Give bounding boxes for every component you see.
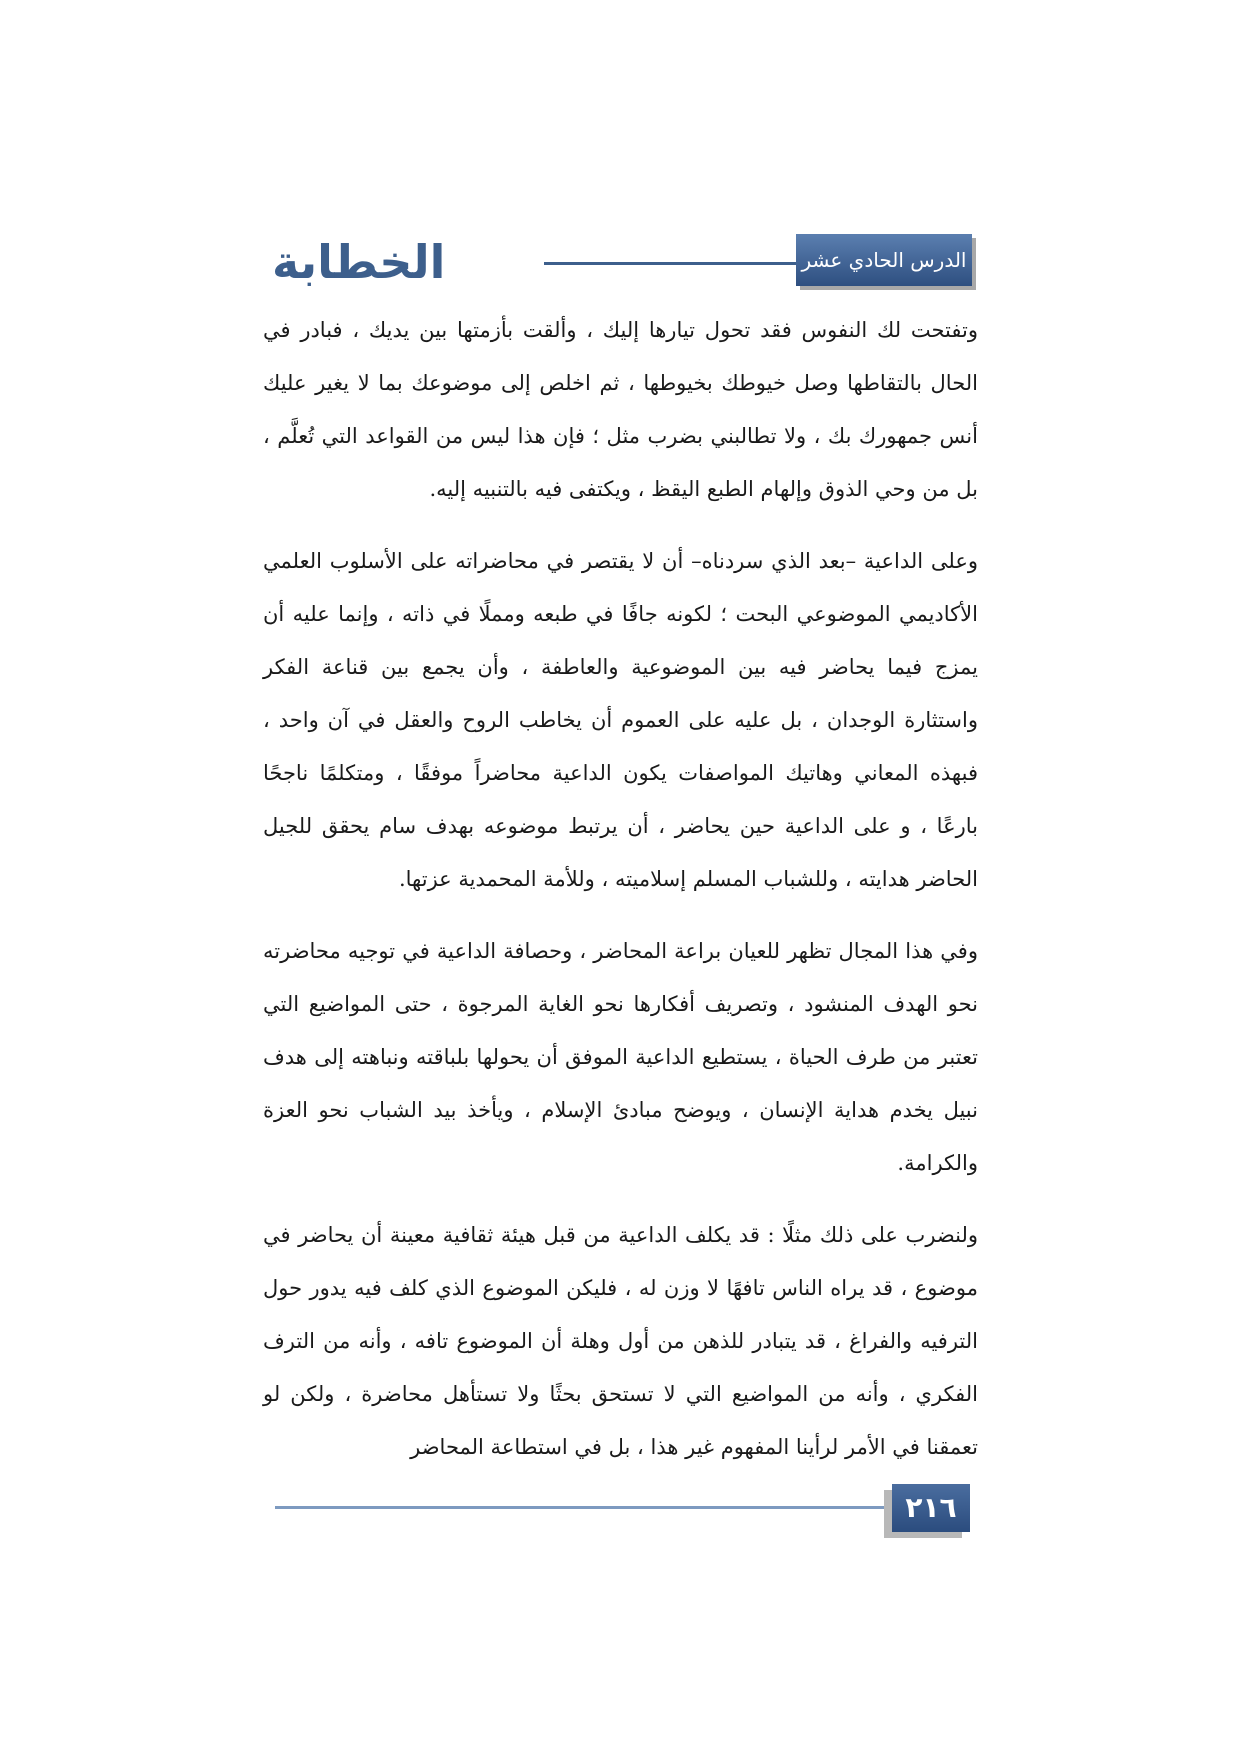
- body-text: [263, 304, 978, 1493]
- lesson-label: الدرس الحادي عشر: [796, 234, 972, 286]
- page-footer: [275, 1484, 970, 1532]
- header-divider: [544, 262, 814, 265]
- paragraph: ولنضرب على ذلك مثلًا : قد يكلف الداعية من قبل هيئة ثقافية معينة أن يحاضر في موضوع ، قد يراه الناس تافهًا لا وزن له ، فليكن الموضوع الذي كلف فيه يدور حول الترفيه والفراغ ، قد يتبادر للذهن من أول وهلة أن الموضوع تافه ، وأنه من الترف الفكري ، وأنه من المواضيع التي لا تستحق بحثًا ولا تستأهل محاضرة ، ولكن لو تعمقنا في الأمر لرأينا المفهوم غير هذا ، بل في استطاعة المحاضر: [263, 1223, 978, 1459]
- paragraph: وفي هذا المجال تظهر للعيان براعة المحاضر ، وحصافة الداعية في توجيه محاضرته نحو الهدف المنشود ، وتصريف أفكارها نحو الغاية المرجوة ، حتى المواضيع التي تعتبر من طرف الحياة ، يستطيع الداعية الموفق أن يحولها بلباقته ونباهته إلى هدف نبيل يخدم هداية الإنسان ، ويوضح مبادئ الإسلام ، ويأخذ بيد الشباب نحو العزة والكرامة.: [263, 939, 978, 1175]
- page-header: [272, 232, 972, 292]
- paragraph: وتفتحت لك النفوس فقد تحول تيارها إليك ، وألقت بأزمتها بين يديك ، فبادر في الحال بالتقاطها وصل خيوطك بخيوطها ، ثم اخلص إلى موضوعك بما لا يغير عليك أنس جمهورك بك ، ولا تطالبني بضرب مثل ؛ فإن هذا ليس من القواعد التي تُعلَّم ، بل من وحي الذوق وإلهام الطبع اليقظ ، ويكتفى فيه بالتنبيه إليه.: [263, 318, 978, 501]
- book-title: الخطابة: [272, 235, 446, 289]
- footer-divider: [275, 1506, 895, 1509]
- paragraph: وعلى الداعية –بعد الذي سردناه– أن لا يقتصر في محاضراته على الأسلوب العلمي الأكاديمي الموضوعي البحت ؛ لكونه جافًا في طبعه ومملًا في ذاته ، وإنما عليه أن يمزج فيما يحاضر فيه بين الموضوعية والعاطفة ، وأن يجمع بين قناعة الفكر واستثارة الوجدان ، بل عليه على العموم أن يخاطب الروح والعقل في آن واحد ، فبهذه المعاني وهاتيك المواصفات يكون الداعية محاضراً موفقًا ، ومتكلمًا ناجحًا بارعًا ، و على الداعية حين يحاضر ، أن يرتبط موضوعه بهدف سام يحقق للجيل الحاضر هدايته ، وللشباب المسلم إسلاميته ، وللأمة المحمدية عزتها.: [263, 549, 978, 891]
- page-number: ٢١٦: [892, 1484, 970, 1532]
